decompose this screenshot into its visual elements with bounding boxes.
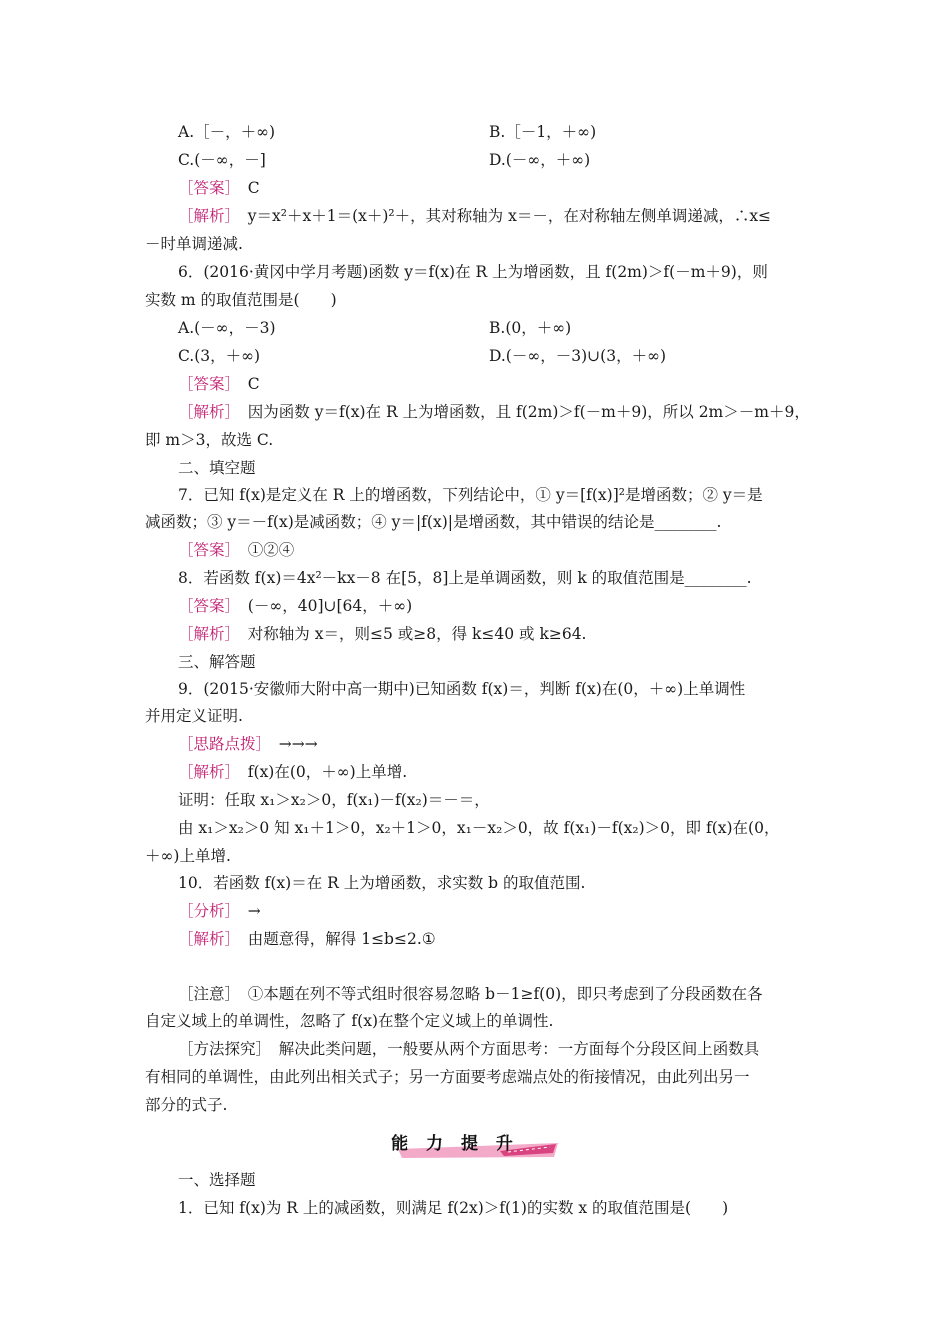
option-d-line: D.(－∞，－3)∪(3，＋∞) xyxy=(489,347,667,365)
answer-line: ［答案］ (－∞，40]∪[64，＋∞) xyxy=(178,597,413,615)
hint-line: ［思路点拨］ →→→ xyxy=(178,735,318,753)
analysis-tag: ［解析］ xyxy=(178,207,233,225)
text-line: 自定义域上的单调性，忽略了 f(x)在整个定义域上的单调性. xyxy=(145,1012,554,1030)
section-heading: 一、选择题 xyxy=(178,1171,256,1189)
question-8-line: 8．若函数 f(x)＝4x²－kx－8 在[5，8]上是单调函数，则 k 的取值范围是________. xyxy=(178,569,752,587)
analysis-line: ［解析］ 由题意得，解得 1≤b≤2.① xyxy=(178,930,436,948)
text-line: 并用定义证明. xyxy=(145,707,243,725)
answer-tag: ［答案］ xyxy=(178,375,233,393)
question-6-line: 6．(2016·黄冈中学月考题)函数 y＝f(x)在 R 上为增函数，且 f(2m)＞f(－m＋9)，则 xyxy=(178,263,768,281)
question-1-line: 1．已知 f(x)为 R 上的减函数，则满足 f(2x)＞f(1)的实数 x 的取值范围是( ) xyxy=(178,1199,729,1217)
analysis-tag: ［解析］ xyxy=(178,403,233,421)
text-line: 即 m＞3，故选 C. xyxy=(145,431,274,449)
analysis-tag: ［解析］ xyxy=(178,930,233,948)
note-line: ［注意］ ①本题在列不等式组时很容易忽略 b－1≥f(0)，即只考虑到了分段函数在各 xyxy=(178,985,763,1003)
answer-line: ［答案］ C xyxy=(178,179,260,197)
section-banner xyxy=(380,1125,565,1159)
analysis-line: ［解析］ f(x)在(0，＋∞)上单增. xyxy=(178,763,408,781)
text-line: ＋∞)上单增. xyxy=(145,847,231,865)
option-b-line: B.(0，＋∞) xyxy=(489,319,572,337)
hint-tag: ［思路点拨］ xyxy=(178,735,264,753)
question-10-line: 10．若函数 f(x)＝在 R 上为增函数，求实数 b 的取值范围. xyxy=(178,874,586,892)
text-line: 实数 m 的取值范围是( ) xyxy=(145,291,337,309)
option-a-line: A.［－，＋∞) xyxy=(178,123,276,141)
analysis-line: ［分析］ → xyxy=(178,902,261,920)
banner-title: 能 力 提 升 xyxy=(391,1134,519,1154)
option-a-line: A.(－∞，－3) xyxy=(178,319,276,337)
question-9-line: 9．(2015·安徽师大附中高一期中)已知函数 f(x)＝，判断 f(x)在(0，＋∞)上单调性 xyxy=(178,680,746,698)
analysis-tag: ［解析］ xyxy=(178,625,233,643)
section-heading: 三、解答题 xyxy=(178,653,256,671)
text-line: 部分的式子. xyxy=(145,1096,228,1114)
proof-line: 证明：任取 x₁＞x₂＞0，f(x₁)－f(x₂)＝－＝， xyxy=(178,791,490,809)
answer-tag: ［答案］ xyxy=(178,597,233,615)
section-heading: 二、填空题 xyxy=(178,459,256,477)
analysis-tag: ［分析］ xyxy=(178,902,233,920)
answer-tag: ［答案］ xyxy=(178,541,233,559)
option-b-line: B.［－1，＋∞) xyxy=(489,123,597,141)
question-7-line: 7．已知 f(x)是定义在 R 上的增函数，下列结论中，① y＝[f(x)]²是增函数；② y＝是 xyxy=(178,486,763,504)
text-line: 减函数；③ y＝－f(x)是减函数；④ y＝|f(x)|是增函数，其中错误的结论是________. xyxy=(145,513,722,531)
analysis-line: ［解析］ y＝x²＋x＋1＝(x＋)²＋，其对称轴为 x＝－，在对称轴左侧单调递减，∴x≤ xyxy=(178,207,772,225)
option-c-line: C.(3，＋∞) xyxy=(178,347,261,365)
answer-line: ［答案］ C xyxy=(178,375,260,393)
proof-line: 由 x₁＞x₂＞0 知 x₁＋1＞0，x₂＋1＞0，x₁－x₂＞0，故 f(x₁)－f(x₂)＞0，即 f(x)在(0， xyxy=(178,819,780,837)
answer-tag: ［答案］ xyxy=(178,179,233,197)
analysis-tag: ［解析］ xyxy=(178,763,233,781)
method-line: ［方法探究］ 解决此类问题，一般要从两个方面思考：一方面每个分段区间上函数具 xyxy=(178,1040,760,1058)
option-c-line: C.(－∞，－] xyxy=(178,151,266,169)
option-d-line: D.(－∞，＋∞) xyxy=(489,151,591,169)
answer-line: ［答案］ ①②④ xyxy=(178,541,295,559)
text-line: －时单调递减. xyxy=(145,235,243,253)
analysis-line: ［解析］ 对称轴为 x＝，则≤5 或≥8，得 k≤40 或 k≥64. xyxy=(178,625,587,643)
text-line: 有相同的单调性，由此列出相关式子；另一方面要考虑端点处的衔接情况，由此列出另一 xyxy=(145,1068,750,1086)
analysis-line: ［解析］ 因为函数 y＝f(x)在 R 上为增函数，且 f(2m)＞f(－m＋9)，所以 2m＞－m＋9， xyxy=(178,403,810,421)
